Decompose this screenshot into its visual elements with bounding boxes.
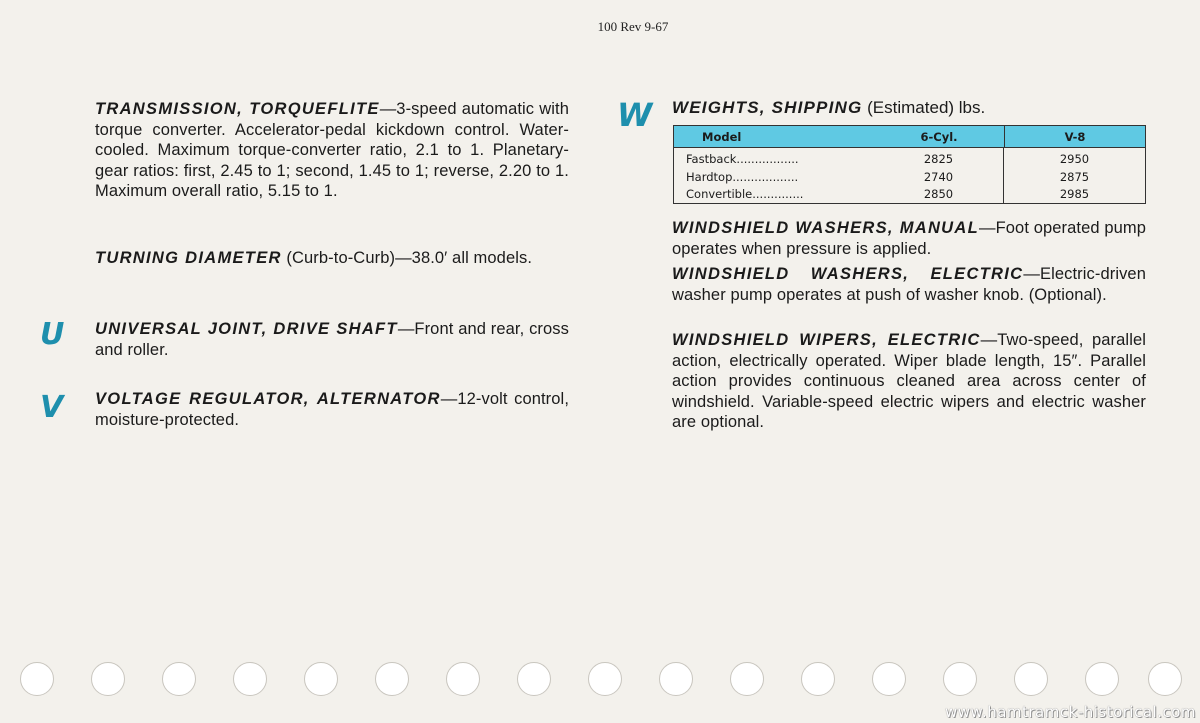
table-cell-model: Convertible..............	[686, 187, 804, 201]
weights-table	[673, 125, 1146, 204]
table-cell-6cyl: 2825	[923, 152, 954, 166]
universal-joint-term: UNIVERSAL JOINT, DRIVE SHAFT	[95, 320, 398, 338]
section-letter-w: W	[617, 96, 653, 134]
table-cell-v8: 2875	[1059, 169, 1090, 184]
turning-diameter-text: (Curb-to-Curb)—38.0′ all models.	[281, 249, 533, 267]
punch-hole	[517, 662, 551, 696]
punch-hole	[872, 662, 906, 696]
punch-hole	[162, 662, 196, 696]
col-header-model: Model	[702, 129, 742, 144]
v8-column	[1004, 148, 1145, 204]
section-letter-v: V	[40, 390, 64, 425]
washers-manual-entry	[672, 218, 1146, 259]
washers-manual-text: —Foot operated pump operates when pressure is applied.	[672, 219, 1146, 258]
voltage-regulator-entry	[95, 389, 569, 430]
watermark: www.hamtramck-historical.com	[945, 703, 1196, 721]
col-header-v8: V-8	[1064, 129, 1086, 144]
punch-hole	[20, 662, 54, 696]
col-header-6cyl: 6-Cyl.	[874, 126, 1005, 147]
transmission-term: TRANSMISSION, TORQUEFLITE	[95, 100, 380, 118]
page-reference: 100 Rev 9-67	[597, 19, 669, 34]
punch-hole	[1085, 662, 1119, 696]
weights-table-header	[674, 126, 1145, 148]
transmission-entry	[95, 99, 569, 202]
table-cell-6cyl: 2740	[923, 169, 954, 184]
punch-hole	[446, 662, 480, 696]
weights-shipping-term: WEIGHTS, SHIPPING	[672, 98, 863, 117]
punch-hole	[588, 662, 622, 696]
wipers-electric-entry	[672, 330, 1146, 433]
table-cell-v8: 2985	[1059, 187, 1090, 201]
universal-joint-text: —Front and rear, cross and roller.	[95, 320, 569, 359]
wipers-electric-term: WINDSHIELD WIPERS, ELECTRIC	[672, 331, 981, 349]
universal-joint-entry	[95, 319, 569, 360]
weights-shipping-suffix: (Estimated) lbs.	[862, 98, 986, 117]
punch-hole	[801, 662, 835, 696]
punch-hole	[730, 662, 764, 696]
table-cell-model: Hardtop..................	[686, 169, 799, 184]
turning-diameter-entry	[95, 248, 569, 269]
table-cell-6cyl: 2850	[923, 187, 954, 201]
table-cell-model: Fastback.................	[686, 152, 799, 166]
punch-hole	[659, 662, 693, 696]
punch-hole	[1148, 662, 1182, 696]
section-letter-u: U	[40, 317, 65, 352]
voltage-regulator-term: VOLTAGE REGULATOR, ALTERNATOR	[95, 390, 441, 408]
punch-hole	[233, 662, 267, 696]
wipers-electric-text: —Two-speed, parallel action, electrically operated. Wiper blade length, 15″. Parallel action provides continuous cleaned area across center of windshield. Variable-speed electric wipers and electric washer are optional.	[672, 331, 1146, 431]
weights-shipping-heading	[672, 98, 985, 118]
voltage-regulator-text: —12-volt control, moisture-protected.	[95, 390, 569, 429]
model-column	[674, 148, 874, 204]
washers-manual-term: WINDSHIELD WASHERS, MANUAL	[672, 219, 979, 237]
washers-electric-entry	[672, 264, 1146, 305]
punch-hole	[943, 662, 977, 696]
punch-hole	[91, 662, 125, 696]
6cyl-column	[874, 148, 1004, 204]
washers-electric-text: —Electric-driven washer pump operates at push of washer knob. (Optional).	[672, 265, 1146, 304]
washers-electric-term: WINDSHIELD WASHERS, ELECTRIC	[672, 265, 1024, 283]
turning-diameter-term: TURNING DIAMETER	[95, 249, 282, 267]
table-cell-v8: 2950	[1059, 152, 1090, 166]
punch-hole	[375, 662, 409, 696]
transmission-text: —3-speed automatic with torque converter. Accelerator-pedal kickdown control. Water-cooled. Maximum torque-converter ratio, 2.1 to 1. Planetary-gear ratios: first, 2.45 to 1; second, 1.45 to 1; reverse, 2.20 to 1. Maximum overall ratio, 5.15 to 1.	[95, 100, 569, 200]
punch-hole	[304, 662, 338, 696]
punch-hole	[1014, 662, 1048, 696]
